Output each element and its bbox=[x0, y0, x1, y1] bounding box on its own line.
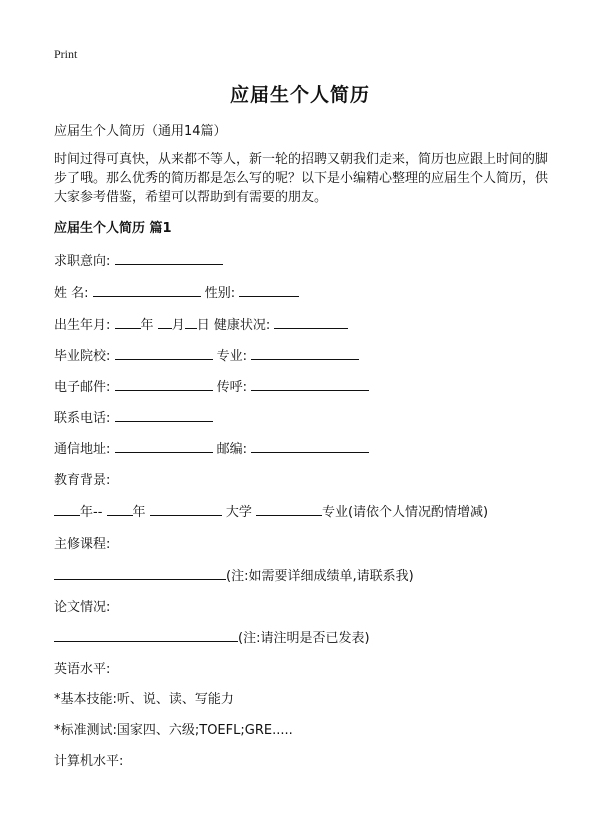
objective-blank bbox=[115, 251, 223, 265]
edu-year2-label: 年 bbox=[132, 505, 146, 520]
pager-label: 传呼: bbox=[216, 380, 248, 395]
day-label: 日 bbox=[196, 318, 210, 333]
name-row bbox=[54, 282, 299, 301]
intro-paragraph: 时间过得可真快，从来都不等人，新一轮的招聘又朝我们走来，简历也应跟上时间的脚步了哦。那么优秀的简历都是怎么写的呢？以下是小编精心整理的应届生个人简历，供大家参考借鉴，希望可以帮助到有需要的朋友。 bbox=[54, 152, 549, 205]
major-blank bbox=[251, 346, 359, 360]
english-label: 英语水平: bbox=[54, 662, 111, 677]
email-row bbox=[54, 376, 369, 395]
birth-label: 出生年月: bbox=[54, 318, 111, 333]
edu-major-label: 专业(请依个人情况酌情增减) bbox=[321, 505, 489, 520]
name-blank bbox=[93, 283, 201, 297]
year-label: 年 bbox=[140, 318, 154, 333]
phone-blank bbox=[115, 408, 213, 422]
objective-row bbox=[54, 250, 223, 269]
courses-row bbox=[54, 565, 414, 584]
address-row bbox=[54, 438, 369, 457]
gender-blank bbox=[239, 283, 299, 297]
print-link[interactable]: Print bbox=[54, 47, 78, 61]
birth-day-blank bbox=[185, 315, 197, 329]
courses-blank bbox=[54, 566, 226, 580]
postcode-blank bbox=[251, 439, 369, 453]
school-blank bbox=[115, 346, 213, 360]
birth-row bbox=[54, 314, 348, 333]
health-blank bbox=[274, 315, 348, 329]
edu-end-blank bbox=[107, 502, 133, 516]
health-label: 健康状况: bbox=[213, 318, 271, 333]
month-label: 月 bbox=[171, 318, 185, 333]
courses-label: 主修课程: bbox=[54, 537, 111, 552]
thesis-label: 论文情况: bbox=[54, 600, 111, 615]
thesis-row bbox=[54, 627, 370, 646]
edu-year1-label: 年-- bbox=[80, 505, 103, 520]
objective-label: 求职意向: bbox=[54, 254, 111, 269]
university-label: 大学 bbox=[225, 505, 252, 520]
address-blank bbox=[115, 439, 213, 453]
university-blank bbox=[150, 502, 222, 516]
computer-label: 计算机水平: bbox=[54, 754, 124, 769]
thesis-blank bbox=[54, 628, 238, 642]
name-label: 姓 名: bbox=[54, 286, 89, 301]
birth-month-blank bbox=[158, 315, 172, 329]
education-label: 教育背景: bbox=[54, 473, 111, 488]
subtitle: 应届生个人简历（通用14篇） bbox=[54, 124, 227, 139]
edu-start-blank bbox=[54, 502, 80, 516]
phone-row bbox=[54, 407, 213, 426]
phone-label: 联系电话: bbox=[54, 411, 111, 426]
email-blank bbox=[115, 377, 213, 391]
gender-label: 性别: bbox=[204, 286, 236, 301]
english-test: *标准测试:国家四、六级;TOEFL;GRE..... bbox=[54, 723, 293, 738]
education-row bbox=[54, 501, 488, 520]
section-heading: 应届生个人简历 篇1 bbox=[54, 221, 172, 236]
english-basic: *基本技能:听、说、读、写能力 bbox=[54, 692, 234, 707]
school-label: 毕业院校: bbox=[54, 349, 111, 364]
birth-year-blank bbox=[115, 315, 141, 329]
email-label: 电子邮件: bbox=[54, 380, 111, 395]
thesis-note: (注:请注明是否已发表) bbox=[238, 631, 370, 646]
page-title: 应届生个人简历 bbox=[229, 84, 370, 106]
address-label: 通信地址: bbox=[54, 442, 111, 457]
postcode-label: 邮编: bbox=[216, 442, 248, 457]
courses-note: (注:如需要详细成绩单,请联系我) bbox=[226, 569, 414, 584]
major-label: 专业: bbox=[216, 349, 248, 364]
pager-blank bbox=[251, 377, 369, 391]
edu-major-blank bbox=[256, 502, 322, 516]
school-row bbox=[54, 345, 359, 364]
